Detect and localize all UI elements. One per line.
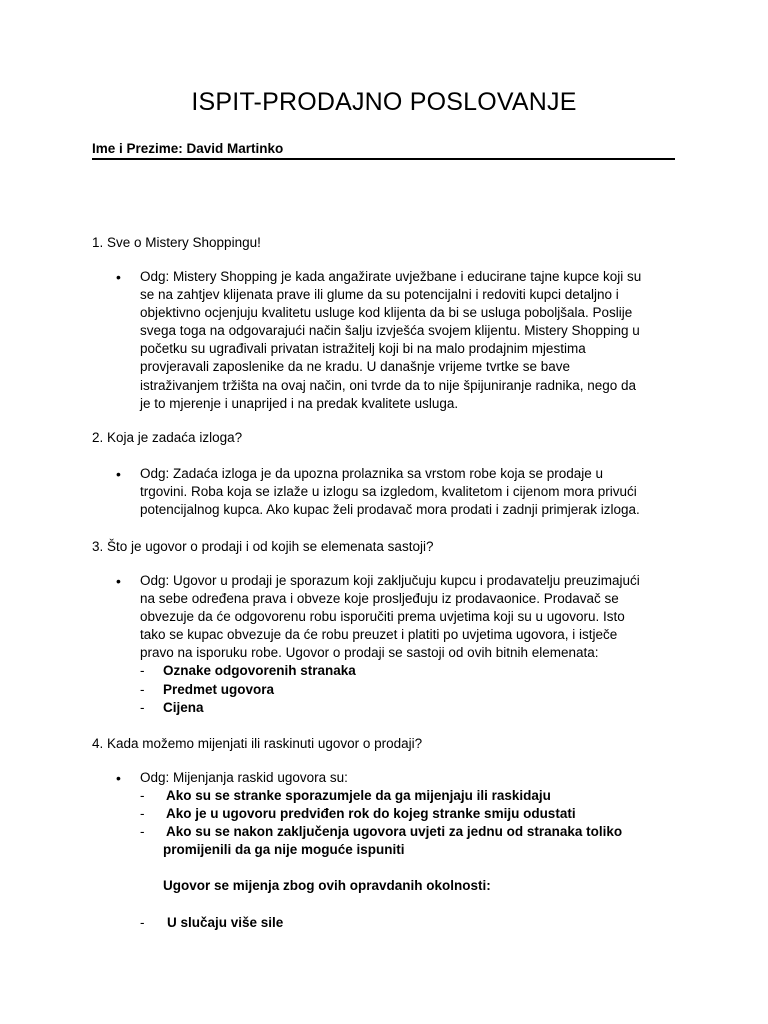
answer-line: Odg: Zadaća izloga je da upozna prolaznika sa vrstom robe koja se prodaje u — [140, 466, 604, 481]
list-item: - Predmet ugovora — [140, 681, 680, 699]
answer-2 — [116, 465, 680, 519]
list-item: - Cijena — [140, 699, 680, 717]
dash-glyph: - — [140, 681, 145, 697]
question-2 — [92, 429, 692, 447]
list-item: - Oznake odgovorenih stranaka — [140, 662, 680, 680]
question-4-text: 4. Kada možemo mijenjati ili raskinuti ugovor o prodaji? — [92, 736, 423, 751]
dash-glyph: - — [140, 824, 145, 840]
list-item: - U slučaju više sile — [140, 914, 680, 932]
dash-glyph: - — [140, 806, 145, 822]
bullet-icon: • — [116, 269, 121, 285]
answer-line: objektivno ocjenjuju kvalitetu usluge kod klijenta da bi se usluga poboljšala. Poslije — [140, 305, 633, 321]
answer-line: pravo na isporuku robe. Ugovor o prodaji se sastoji od ovih bitnih elemenata: — [140, 645, 599, 661]
answer-line: obvezuje da će odgovorenu robu isporučiti prema uvjetima koji su u ugovoru. Isto — [140, 609, 625, 625]
dash-glyph: - — [140, 788, 145, 804]
answer-line: na sebe određena prava i obveze koje prosljeđuju iz prodavaonice. Prodavač se — [140, 591, 619, 607]
list-item: - Ako su se stranke sporazumjele da ga mijenjaju ili raskidaju — [140, 787, 680, 805]
answer-line: Odg: Mistery Shopping je kada angažirate uvježbane i educirane tajne kupce koji su — [140, 269, 642, 284]
answer-line: istraživanjem tržišta na ovaj način, oni tvrde da to nije špijuniranje radnika, nego da — [140, 377, 637, 393]
document-title: ISPIT-PRODAJNO POSLOVANJE — [191, 88, 577, 116]
answer-line: Odg: Mijenjanja raskid ugovora su: — [140, 770, 348, 785]
question-1 — [92, 234, 692, 252]
bullet-icon: • — [116, 770, 121, 786]
element-list — [140, 662, 680, 716]
answer-3 — [116, 572, 680, 717]
condition-list — [140, 787, 680, 841]
dash-glyph: - — [140, 663, 145, 679]
circumstances-note: Ugovor se mijenja zbog ovih opravdanih okolnosti: — [163, 878, 491, 894]
answer-line: tako se kupac obvezuje da će robu preuzet i platiti po uvjetima ugovora, i istječe — [140, 627, 618, 643]
question-3 — [92, 538, 692, 556]
answer-line: provjeravali zaposlenike da ne kradu. U današnje vrijeme tvrtke se bave — [140, 359, 570, 375]
question-3-text: 3. Što je ugovor o prodaji i od kojih se elemenata sastoji? — [92, 539, 434, 554]
answer-4 — [116, 769, 680, 932]
answer-line: Odg: Ugovor u prodaji je sporazum koji zaključuju kupcu i prodavatelju preuzimajući — [140, 573, 640, 588]
answer-line: svega toga na odgovarajući način šalju izvješća svojem klijentu. Mistery Shopping u — [140, 323, 640, 339]
answer-line: početku su ugrađivali privatan istražitelj koji bi na malo prodajnim mjestima — [140, 341, 586, 357]
answer-line: trgovini. Roba koja se izlaže u izlogu sa izgledom, kvalitetom i cijenom mora privući — [140, 484, 637, 500]
list-continuation: promijenili da ga nije moguće ispuniti — [163, 842, 405, 858]
answer-line: se na zahtjev klijenata prave ili glume da su potencijalni i redoviti kupci detaljno i — [140, 287, 619, 303]
bullet-icon: • — [116, 466, 121, 482]
question-4 — [92, 735, 692, 753]
circumstance-list — [140, 914, 680, 932]
question-1-text: 1. Sve o Mistery Shoppingu! — [92, 235, 261, 250]
list-item: - Ako je u ugovoru predviđen rok do kojeg stranke smiju odustati — [140, 805, 680, 823]
dash-glyph: - — [140, 914, 145, 930]
student-name-line: Ime i Prezime: David Martinko — [92, 141, 675, 160]
list-item: - Ako su se nakon zaključenja ugovora uvjeti za jednu od stranaka toliko — [140, 823, 680, 841]
answer-1 — [116, 268, 680, 413]
answer-line: potencijalnog kupca. Ako kupac želi prodavač mora prodati i zadnji primjerak izloga. — [140, 502, 640, 518]
answer-line: je to mjerenje i unaprijed i na predak kvalitete usluga. — [140, 395, 459, 411]
dash-glyph: - — [140, 699, 145, 715]
question-2-text: 2. Koja je zadaća izloga? — [92, 430, 243, 445]
bullet-icon: • — [116, 573, 121, 589]
